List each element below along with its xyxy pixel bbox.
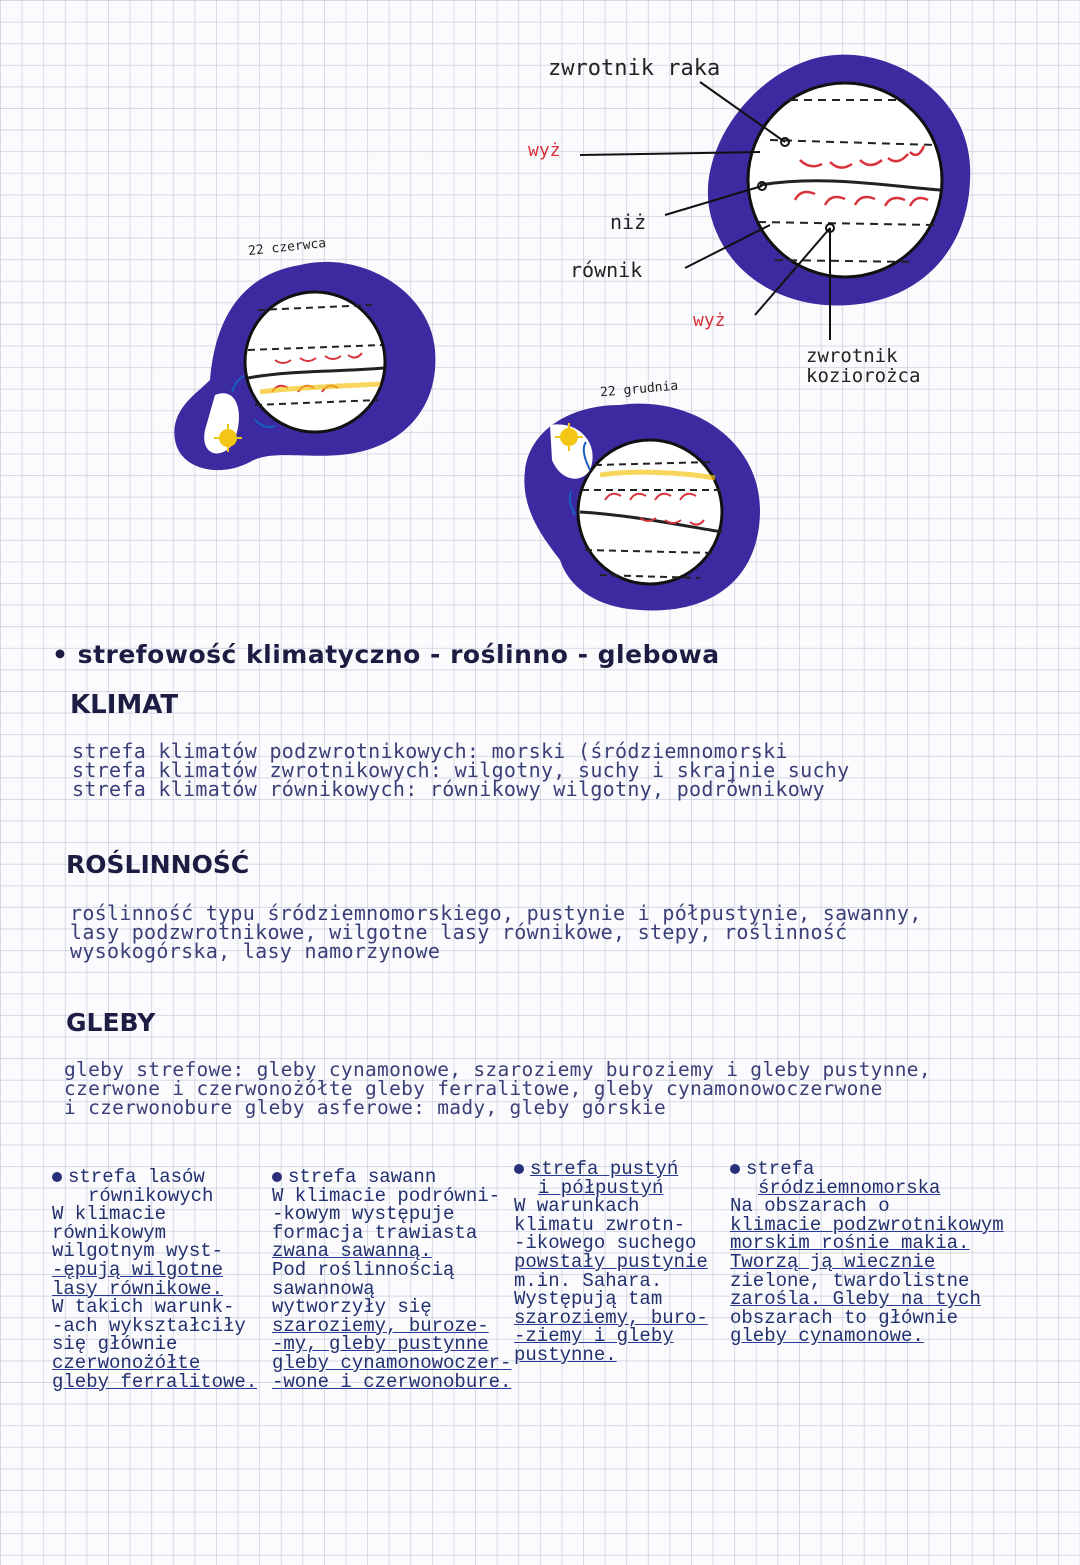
gleby-line: gleby strefowe: gleby cynamonowe, szaroziemy buroziemy i gleby pustynne, [64, 1058, 931, 1081]
roslinnosc-line: wysokogórska, lasy namorzynowe [70, 939, 441, 963]
column-line: gleby cynamonowoczer- [272, 1351, 512, 1374]
column-sawanna [272, 1168, 512, 1391]
column-line: obszarach to głównie [730, 1306, 959, 1329]
gleby-heading: GLEBY [66, 1008, 156, 1037]
column-line: gleby cynamonowe. [730, 1325, 924, 1348]
column-line: W warunkach [514, 1195, 640, 1218]
column-line: -ziemy i gleby [514, 1325, 674, 1348]
klimat-line: strefa klimatów równikowych: równikowy wilgotny, podrównikowy [72, 777, 825, 801]
column-line: -ępują wilgotne [52, 1258, 224, 1281]
gleby-line: czerwone i czerwonożółte gleby ferralitowe, gleby cynamonowoczerwone [64, 1077, 883, 1100]
label-koziorozca: koziorożca [806, 365, 921, 387]
column-line: powstały pustynie [514, 1250, 708, 1273]
column-line: morskim rośnie makia. [730, 1232, 970, 1255]
column-line: W takich warunk- [52, 1296, 235, 1319]
column-line: klimacie podzwrotnikowym [730, 1213, 1004, 1236]
column-line: wilgotnym wyst- [52, 1240, 224, 1263]
column-line: zwana sawanną. [272, 1240, 432, 1263]
klimat-line: strefa klimatów podzwrotnikowych: morski (śródziemnomorski [72, 739, 788, 763]
bullet-icon [52, 1172, 62, 1182]
column-title: strefa pustyń [530, 1158, 679, 1180]
label-22-grudnia: 22 grudnia [599, 378, 679, 401]
column-lasy-rownikowe [52, 1168, 267, 1391]
label-zwrotnik: zwrotnik [806, 345, 898, 367]
column-line: Pod roślinnością [272, 1258, 455, 1281]
column-line: -wone i czerwonobure. [272, 1370, 512, 1393]
column-line: m.in. Sahara. [514, 1269, 663, 1292]
klimat-line: strefa klimatów zwrotnikowych: wilgotny, suchy i skrajnie suchy [72, 758, 850, 782]
gleby-line: i czerwonobure gleby asferowe: mady, gleby górskie [64, 1096, 666, 1119]
klimat-heading: KLIMAT [70, 690, 179, 720]
column-line: sawannową [272, 1277, 375, 1300]
big-globe [580, 55, 970, 340]
bullet-icon [514, 1164, 524, 1174]
gleby-text [64, 1060, 931, 1117]
label-niz: niż [610, 210, 647, 234]
column-line: równikowym [52, 1221, 167, 1244]
column-line: W klimacie podrówni- [272, 1184, 501, 1207]
column-title: śródziemnomorska [758, 1176, 941, 1199]
label-wyz-bottom: wyż [693, 310, 726, 331]
earth-diagram [0, 0, 1080, 640]
column-line: lasy równikowe. [52, 1277, 224, 1300]
column-pustynie [514, 1160, 724, 1365]
column-line: zarośla. Gleby na tych [730, 1288, 981, 1311]
globe-22-grudnia [524, 404, 760, 611]
bullet-icon [730, 1164, 740, 1174]
roslinnosc-heading: ROŚLINNOŚĆ [66, 850, 250, 879]
column-title: strefa sawann [288, 1166, 437, 1188]
column-line: gleby ferralitowe. [52, 1370, 258, 1393]
column-line: W klimacie [52, 1203, 167, 1226]
label-wyz-top: wyż [528, 140, 561, 161]
roslinnosc-text [70, 901, 922, 963]
column-line: -ach wykształciły [52, 1314, 246, 1337]
sun-icon-2 [560, 428, 578, 446]
column-line: Występują tam [514, 1288, 663, 1311]
globe-22-czerwca [174, 262, 435, 470]
column-line: Na obszarach o [730, 1195, 890, 1218]
column-line: się głównie [52, 1333, 178, 1356]
column-line: szaroziemy, buroze- [272, 1314, 489, 1337]
column-line: Tworzą ją wiecznie [730, 1250, 936, 1273]
label-rownik: równik [570, 258, 643, 282]
column-line: -ikowego suchego [514, 1232, 697, 1255]
column-title: strefa lasów [68, 1166, 205, 1188]
column-title: równikowych [88, 1184, 214, 1207]
column-line: klimatu zwrotn- [514, 1213, 686, 1236]
column-line: pustynne. [514, 1343, 617, 1366]
column-line: -my, gleby pustynne [272, 1333, 489, 1356]
label-zwrotnik-raka: zwrotnik raka [548, 56, 721, 81]
sun-icon [219, 429, 237, 447]
roslinnosc-line: lasy podzwrotnikowe, wilgotne lasy równikowe, stepy, roślinność [70, 920, 848, 944]
column-line: czerwonożółte [52, 1351, 201, 1374]
column-line: formacja trawiasta [272, 1221, 478, 1244]
column-srodziemnomorska [730, 1160, 1060, 1346]
klimat-text [72, 739, 850, 801]
roslinnosc-line: roślinność typu śródziemnomorskiego, pustynie i półpustynie, sawanny, [70, 901, 922, 925]
column-line: -kowym występuje [272, 1203, 455, 1226]
label-22-czerwca: 22 czerwca [247, 235, 327, 260]
label-zwrotnik-koziorozca [806, 346, 920, 386]
page-title: • strefowość klimatyczno - roślinno - glebowa [52, 640, 720, 669]
column-title: strefa [746, 1158, 815, 1180]
column-line: wytworzyły się [272, 1296, 432, 1319]
column-line: szaroziemy, buro- [514, 1306, 708, 1329]
column-title: i półpustyń [538, 1176, 664, 1199]
column-line: zielone, twardolistne [730, 1269, 970, 1292]
bullet-icon [272, 1172, 282, 1182]
